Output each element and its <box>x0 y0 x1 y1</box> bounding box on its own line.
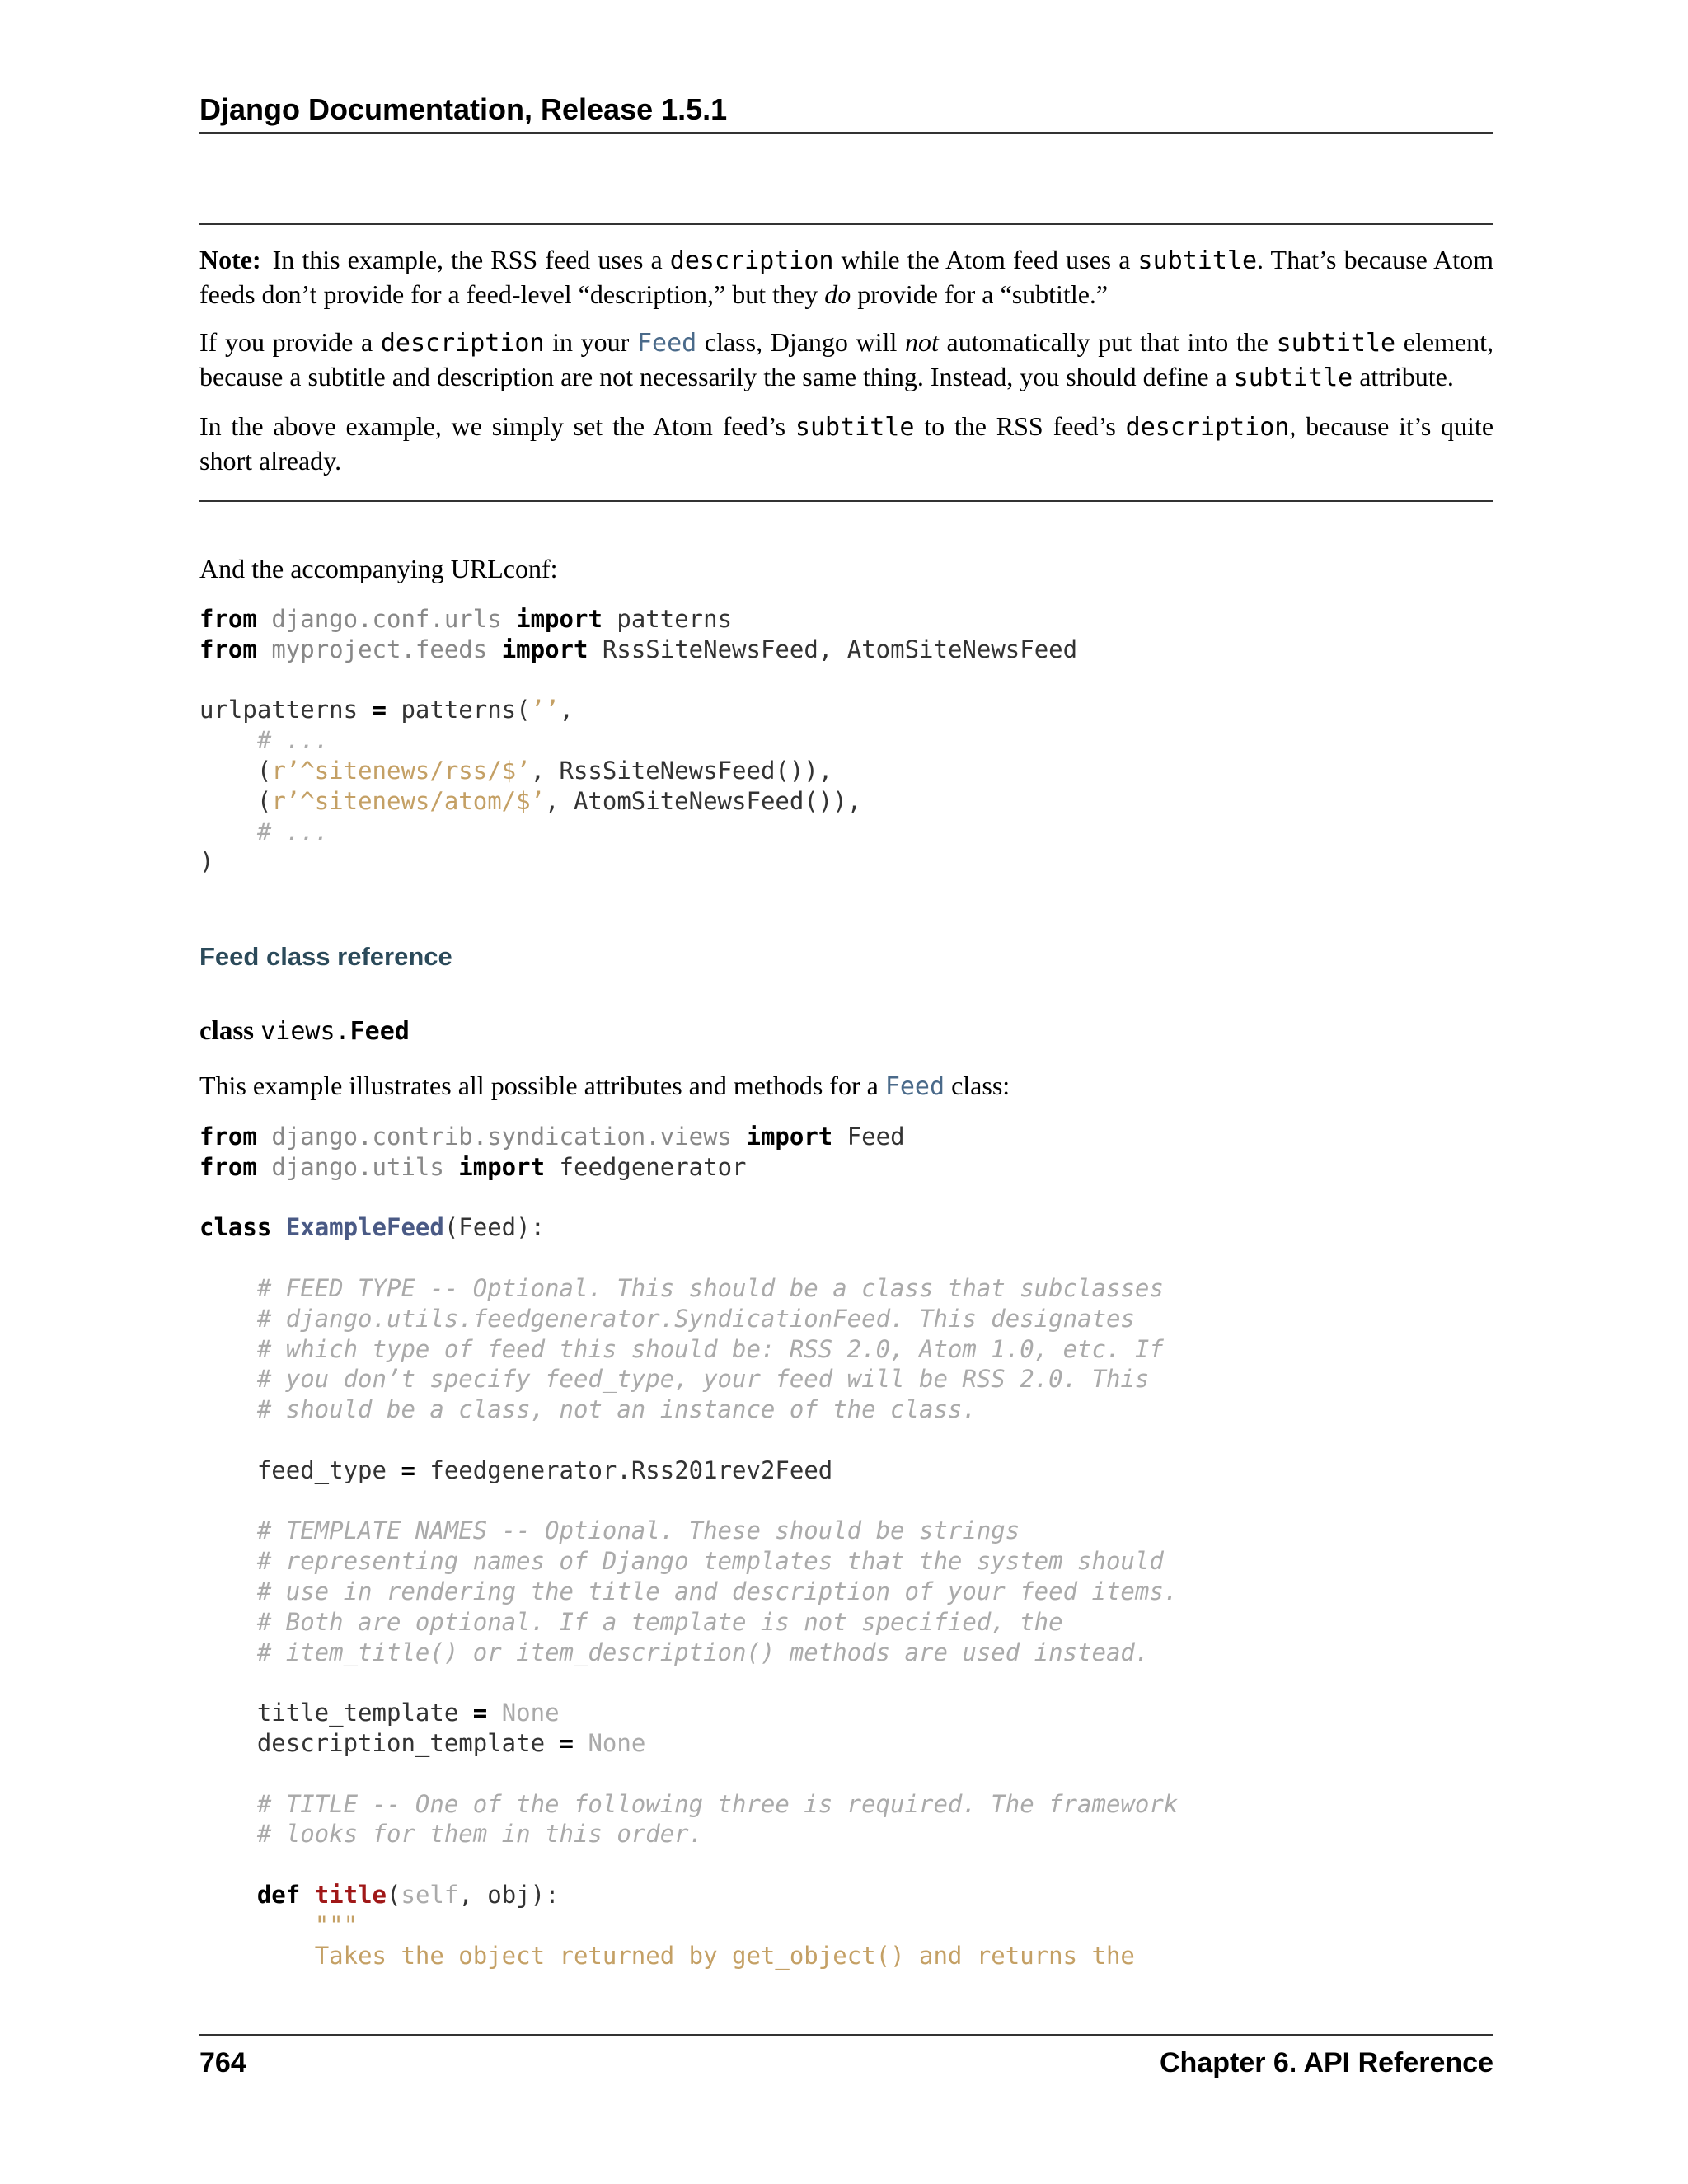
text: to the RSS feed’s <box>914 411 1126 441</box>
kw: import <box>501 635 588 663</box>
inline-code: description <box>669 246 834 275</box>
name: title_template <box>256 1699 459 1727</box>
feed-link[interactable]: Feed <box>636 329 697 358</box>
text: automatically put that into the <box>938 327 1277 357</box>
text: attribute. <box>1353 362 1454 391</box>
comment: # ... <box>256 817 330 846</box>
text: . That’s because Atom feeds don’t provide for a feed-level “description,” but they <box>199 245 1494 309</box>
name: patterns <box>617 605 733 633</box>
self-param: self <box>401 1880 459 1909</box>
name: patterns( <box>401 696 531 724</box>
note-box <box>199 223 1493 502</box>
text: , because it’s quite short already. <box>199 411 1494 476</box>
kw: from <box>199 1122 257 1151</box>
text: in your <box>544 327 637 357</box>
comment: # you don’t specify feed_type, your feed will be RSS 2.0. This <box>256 1365 1150 1394</box>
name: feed_type <box>256 1455 387 1484</box>
name: feedgenerator <box>559 1152 747 1181</box>
name: , AtomSiteNewsFeed()), <box>545 786 862 815</box>
name: RssSiteNewsFeed, AtomSiteNewsFeed <box>602 635 1078 663</box>
text: In this example, the RSS feed uses a <box>272 245 670 274</box>
docstring: Takes the object returned by get_object() and returns the <box>314 1941 1135 1970</box>
constant: None <box>588 1728 646 1757</box>
note-paragraph-2 <box>199 326 1493 395</box>
feed-link[interactable]: Feed <box>884 1072 945 1101</box>
kw: def <box>256 1880 301 1909</box>
comment: # item_title() or item_description() methods are used instead. <box>256 1638 1150 1666</box>
header-title: Django Documentation, Release 1.5.1 <box>199 92 728 126</box>
comment: # TEMPLATE NAMES -- Optional. These should be strings <box>256 1516 1020 1545</box>
kw: class <box>199 1213 272 1242</box>
operator: = <box>559 1728 574 1757</box>
kw: import <box>458 1152 546 1181</box>
comment: # looks for them in this order. <box>256 1820 704 1849</box>
punct: ( <box>387 1880 401 1909</box>
comment: # use in rendering the title and description of your feed items. <box>256 1577 1179 1605</box>
punct: ) <box>199 847 214 876</box>
punct: , <box>559 696 574 724</box>
text: In the above example, we simply set the Atom feed’s <box>199 411 795 441</box>
name: (Feed): <box>443 1213 546 1242</box>
inline-code: subtitle <box>1137 246 1258 275</box>
comment: # ... <box>256 726 330 755</box>
text: class: <box>945 1071 1010 1100</box>
running-header <box>199 92 1493 134</box>
name: , RssSiteNewsFeed()), <box>530 756 833 785</box>
comment: # TITLE -- One of the following three is required. The framework <box>256 1789 1179 1818</box>
class-qualifier: views. <box>260 1017 350 1046</box>
inline-code: subtitle <box>795 413 915 442</box>
emphasis: not <box>904 327 939 357</box>
note-label: Note: <box>199 245 261 274</box>
kw: from <box>199 605 257 633</box>
text: class, Django will <box>696 327 905 357</box>
page-number: 764 <box>199 2047 246 2079</box>
comment: # representing names of Django templates that the system should <box>256 1547 1164 1576</box>
note-paragraph-3 <box>199 410 1493 477</box>
punct: ( <box>256 756 272 785</box>
section-title: Feed class reference <box>199 942 452 971</box>
operator: = <box>472 1699 488 1727</box>
text: This example illustrates all possible attributes and methods for a <box>199 1071 885 1100</box>
code-block-example <box>199 1122 1493 1971</box>
string: ’’ <box>530 696 560 724</box>
comment: # which type of feed this should be: RSS 2.0, Atom 1.0, etc. If <box>256 1334 1164 1363</box>
running-footer <box>199 2034 1493 2079</box>
text: element, because a subtitle and description are not necessarily the same thing. Instead, you should define a <box>199 327 1494 391</box>
kw: import <box>516 605 603 633</box>
text: If you provide a <box>199 327 381 357</box>
comment: # should be a class, not an instance of the class. <box>256 1395 977 1424</box>
note-paragraph-1 <box>199 243 1493 311</box>
kw: from <box>199 635 257 663</box>
chapter-title: Chapter 6. API Reference <box>1160 2047 1493 2079</box>
docstring: """ <box>314 1910 359 1939</box>
name: urlpatterns <box>199 696 359 724</box>
name: description_template <box>256 1728 546 1757</box>
text: provide for a “subtitle.” <box>851 279 1109 309</box>
class-keyword: class <box>199 1016 254 1046</box>
comment: # FEED TYPE -- Optional. This should be a class that subclasses <box>256 1273 1164 1302</box>
punct: ( <box>256 786 272 815</box>
module: django.conf.urls <box>271 605 502 633</box>
urlconf-intro: And the accompanying URLconf: <box>199 554 558 583</box>
constant: None <box>501 1699 560 1727</box>
kw: from <box>199 1152 257 1181</box>
module: myproject.feeds <box>271 635 488 663</box>
code-block-urlconf <box>199 604 1493 877</box>
operator: = <box>401 1455 415 1484</box>
class-name: Feed <box>349 1017 410 1046</box>
operator: = <box>372 696 387 724</box>
emphasis: do <box>824 279 851 309</box>
module: django.utils <box>271 1152 444 1181</box>
module: django.contrib.syndication.views <box>271 1122 733 1151</box>
class-intro <box>199 1069 1493 1104</box>
name: , obj): <box>458 1880 560 1909</box>
inline-code: subtitle <box>1276 329 1396 358</box>
string: r’^sitenews/atom/$’ <box>271 786 546 815</box>
text: while the Atom feed uses a <box>833 245 1138 274</box>
class-name: ExampleFeed <box>285 1213 444 1242</box>
name: Feed <box>846 1122 905 1151</box>
comment: # Both are optional. If a template is not specified, the <box>256 1607 1063 1636</box>
inline-code: description <box>1125 413 1290 442</box>
class-signature <box>199 1016 410 1047</box>
name: feedgenerator.Rss201rev2Feed <box>429 1455 833 1484</box>
inline-code: description <box>380 329 545 358</box>
function-name: title <box>314 1880 387 1909</box>
kw: import <box>746 1122 833 1151</box>
inline-code: subtitle <box>1233 363 1353 392</box>
string: r’^sitenews/rss/$’ <box>271 756 531 785</box>
comment: # django.utils.feedgenerator.SyndicationFeed. This designates <box>256 1304 1135 1333</box>
